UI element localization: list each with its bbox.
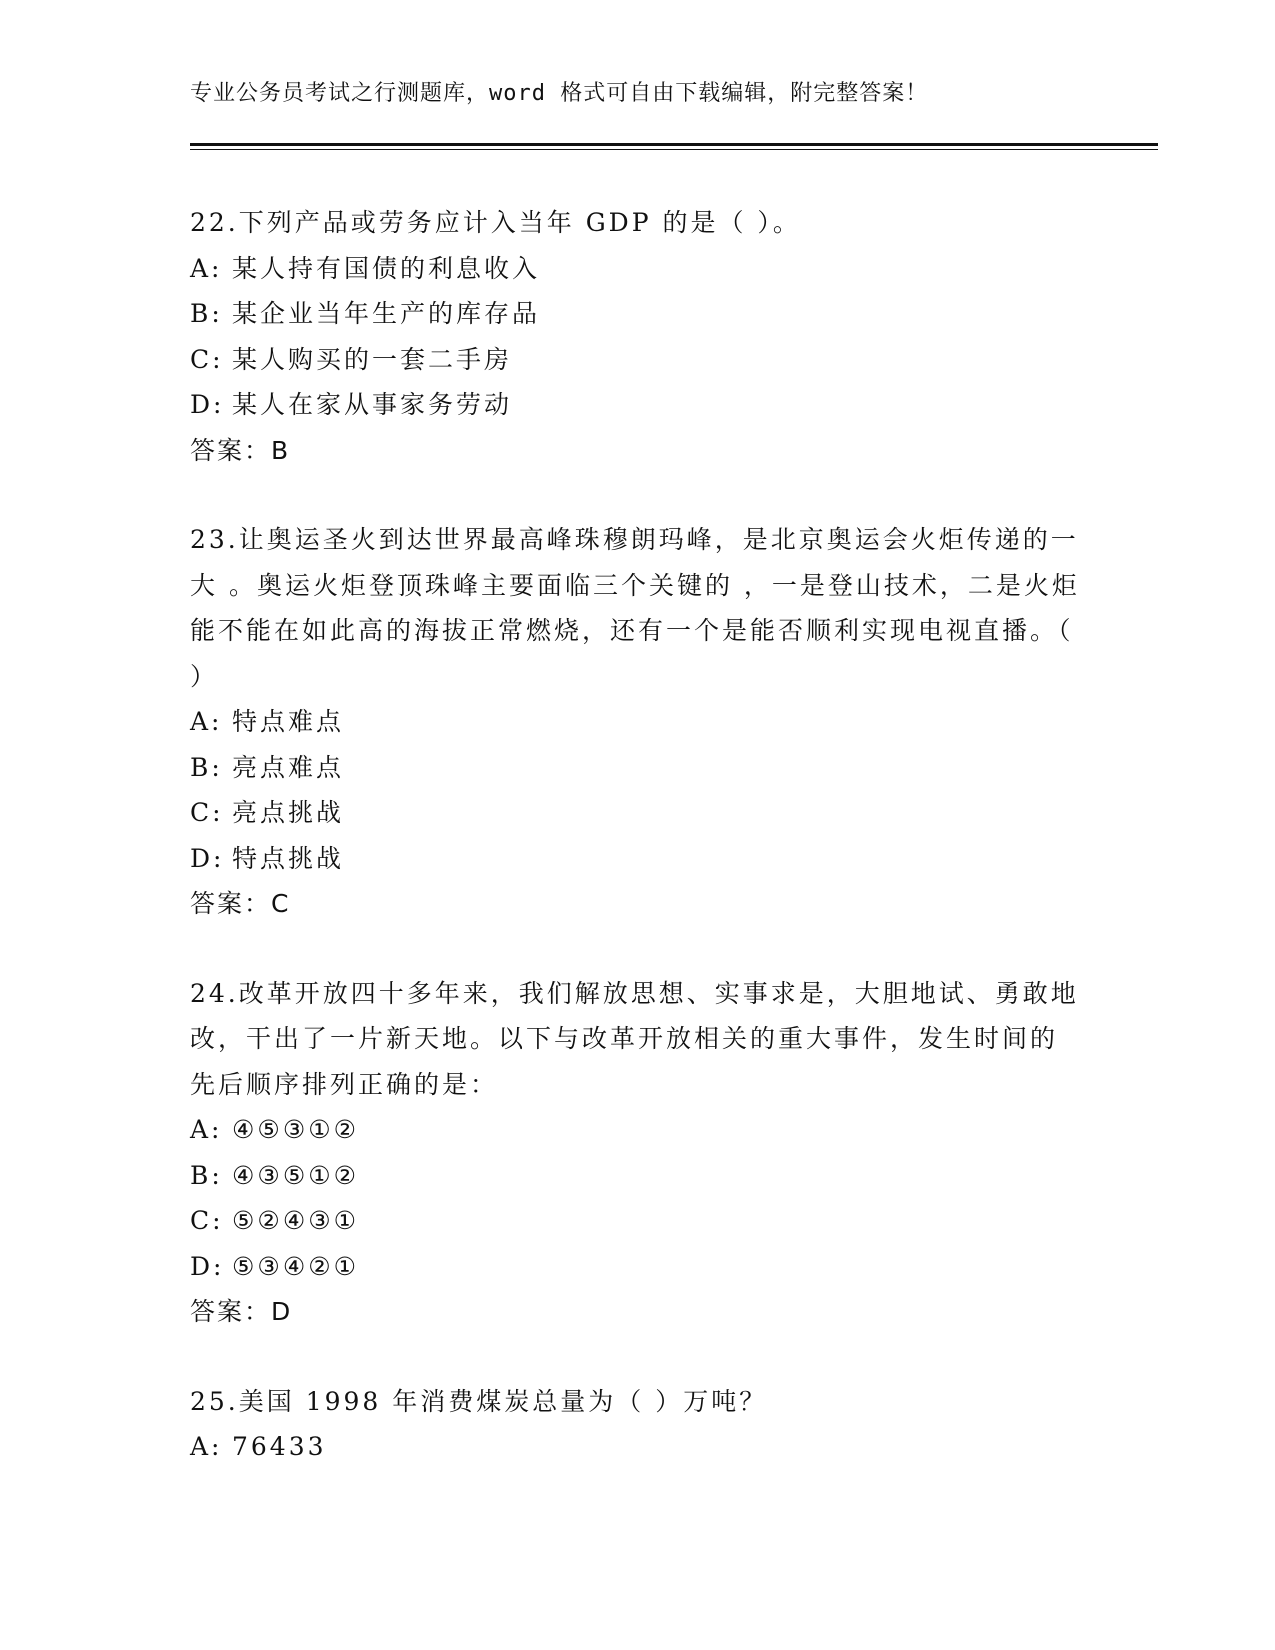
option-letter: A: xyxy=(190,1115,223,1144)
answer-line: 答案：B xyxy=(190,435,291,465)
page-header: 专业公务员考试之行测题库，word 格式可自由下载编辑，附完整答案！ xyxy=(190,81,929,106)
option-text: 某人持有国债的利息收入 xyxy=(232,253,541,283)
option-c xyxy=(190,337,1080,383)
answer-line: 答案：C xyxy=(190,889,291,918)
option-b xyxy=(190,291,1080,337)
answer-line: 答案：D xyxy=(190,1297,293,1326)
question-22 xyxy=(190,200,1080,473)
option-text: 亮点挑战 xyxy=(232,798,345,827)
question-list xyxy=(190,200,1080,1514)
option-text: 某人购买的一套二手房 xyxy=(232,344,513,374)
header-rule-thick xyxy=(190,143,1158,146)
option-letter: C: xyxy=(190,1206,224,1235)
question-stem: 25.美国 1998 年消费煤炭总量为（ ）万吨？ xyxy=(190,1386,768,1416)
option-text: ⑤②④③① xyxy=(232,1206,360,1235)
option-a xyxy=(190,699,1080,745)
option-a xyxy=(190,246,1080,292)
question-stem: 22.下列产品或劳务应计入当年 GDP 的是（ ）。 xyxy=(190,208,801,237)
option-letter: A: xyxy=(190,253,223,283)
question-stem: 24.改革开放四十多年来，我们解放思想、实事求是，大胆地试、勇敢地改，干出了一片新天地。以下与改革开放相关的重大事件，发生时间的先后顺序排列正确的是： xyxy=(190,978,1079,1099)
option-d xyxy=(190,1244,1080,1290)
option-letter: B: xyxy=(190,299,223,328)
option-a xyxy=(190,1107,1080,1153)
option-letter: A: xyxy=(190,1432,223,1461)
option-letter: D: xyxy=(190,1251,225,1281)
option-text: ⑤③④②① xyxy=(232,1251,360,1281)
option-letter: B: xyxy=(190,1160,223,1190)
option-c xyxy=(190,1198,1080,1244)
option-letter: C: xyxy=(190,798,224,827)
option-letter: D: xyxy=(190,390,225,419)
question-23 xyxy=(190,517,1080,927)
option-d xyxy=(190,382,1080,428)
option-text: 亮点难点 xyxy=(232,752,345,782)
option-d xyxy=(190,836,1080,882)
question-25 xyxy=(190,1379,1080,1470)
header-rule-thin xyxy=(190,149,1158,150)
option-text: 某企业当年生产的库存品 xyxy=(232,299,541,328)
option-a xyxy=(190,1424,1080,1470)
option-text: ④⑤③①② xyxy=(232,1115,360,1144)
question-24 xyxy=(190,971,1080,1335)
option-b xyxy=(190,745,1080,791)
question-stem: 23.让奥运圣火到达世界最高峰珠穆朗玛峰，是北京奥运会火炬传递的一大 。奥运火炬登顶珠峰主要面临三个关键的 ，一是登山技术，二是火炬能不能在如此高的海拔正常燃烧，还有一个是能否顺利实现电视直播。（ ） xyxy=(190,525,1080,691)
option-text: 76433 xyxy=(232,1432,327,1461)
option-letter: A: xyxy=(190,707,223,736)
option-text: ④③⑤①② xyxy=(232,1160,360,1190)
option-text: 特点难点 xyxy=(232,707,345,736)
option-letter: B: xyxy=(190,752,223,782)
option-text: 特点挑战 xyxy=(232,843,345,873)
option-letter: D: xyxy=(190,843,225,873)
option-text: 某人在家从事家务劳动 xyxy=(232,390,513,419)
option-c xyxy=(190,790,1080,836)
option-b xyxy=(190,1153,1080,1199)
option-letter: C: xyxy=(190,344,224,374)
